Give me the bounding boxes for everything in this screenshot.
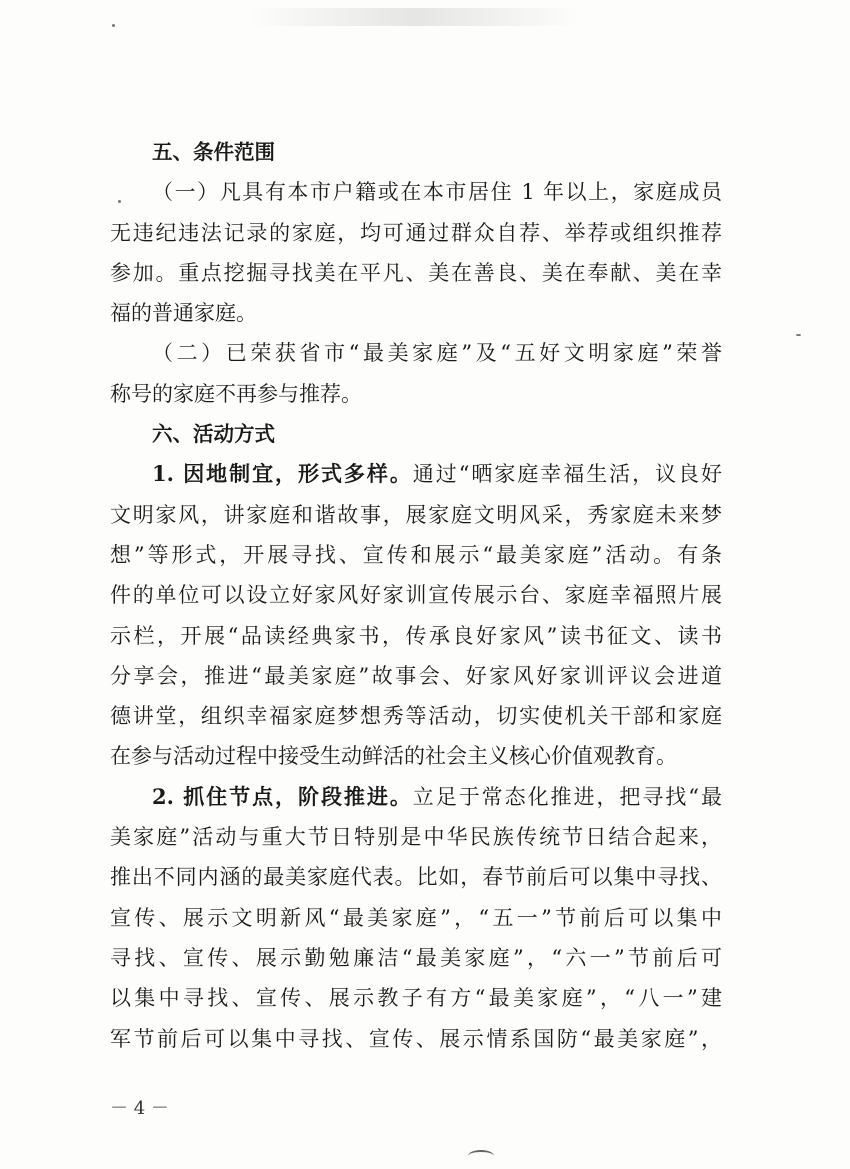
paragraph-line: 件的单位可以设立好家风好家训宣传展示台、家庭幸福照片展 xyxy=(110,583,722,608)
paragraph-line: （二）已荣获省市“最美家庭”及“五好文明家庭”荣誉 xyxy=(152,341,722,366)
body-text xyxy=(110,132,722,1059)
binding-mark xyxy=(468,1150,494,1162)
paragraph-line: 在参与活动过程中接受生动鲜活的社会主义核心价值观教育。 xyxy=(110,744,677,769)
paragraph-line: 分享会，推进“最美家庭”故事会、好家风好家训评议会进道 xyxy=(110,663,722,688)
paragraph-line: 参加。重点挖掘寻找美在平凡、美在善良、美在奉献、美在幸 xyxy=(110,260,722,285)
section-heading: 五、条件范围 xyxy=(152,140,275,164)
scan-smudge xyxy=(250,8,580,26)
paragraph-line: 寻找、宣传、展示勤勉廉洁“最美家庭”，“六一”节前后可 xyxy=(110,945,722,970)
paragraph-line: 示栏，开展“品读经典家书，传承良好家风”读书征文、读书 xyxy=(110,623,722,648)
paragraph-line: 文明家风，讲家庭和谐故事，展家庭文明风采，秀家庭未来梦 xyxy=(110,502,722,527)
item-lead-rest: 通过“晒家庭幸福生活，议良好 xyxy=(412,462,722,487)
paragraph-line: 称号的家庭不再参与推荐。 xyxy=(110,381,362,406)
paragraph-line xyxy=(110,777,722,817)
paragraph-line: 宣传、展示文明新风“最美家庭”，“五一”节前后可以集中 xyxy=(110,905,722,930)
paragraph-line: （一）凡具有本市户籍或在本市居住 1 年以上，家庭成员 xyxy=(152,180,722,205)
section-heading: 六、活动方式 xyxy=(152,422,275,447)
item-lead: 2. 抓住节点，阶段推进。 xyxy=(152,783,413,809)
paragraph-line: 德讲堂，组织幸福家庭梦想秀等活动，切实使机关干部和家庭 xyxy=(110,704,722,729)
paragraph-line: 无违纪违法记录的家庭，均可通过群众自荐、举荐或组织推荐 xyxy=(110,220,722,245)
paragraph-line: 推出不同内涵的最美家庭代表。比如，春节前后可以集中寻找、 xyxy=(110,865,722,890)
paragraph-line: 军节前后可以集中寻找、宣传、展示情系国防“最美家庭”， xyxy=(110,1026,722,1051)
paragraph-line: 美家庭”活动与重大节日特别是中华民族传统节日结合起来， xyxy=(110,825,722,850)
scan-speck xyxy=(796,334,801,336)
paragraph-line: 想”等形式，开展寻找、宣传和展示“最美家庭”活动。有条 xyxy=(110,542,722,567)
paragraph-line xyxy=(110,454,722,494)
paragraph-line: 福的普通家庭。 xyxy=(110,301,257,326)
paragraph-line: 以集中寻找、宣传、展示教子有方“最美家庭”，“八一”建 xyxy=(110,986,722,1011)
item-lead: 1. 因地制宜，形式多样。 xyxy=(152,461,413,487)
item-lead-rest: 立足于常态化推进，把寻找“最 xyxy=(412,784,722,809)
page-number: － 4 － xyxy=(110,1098,169,1119)
scan-speck xyxy=(112,24,115,27)
